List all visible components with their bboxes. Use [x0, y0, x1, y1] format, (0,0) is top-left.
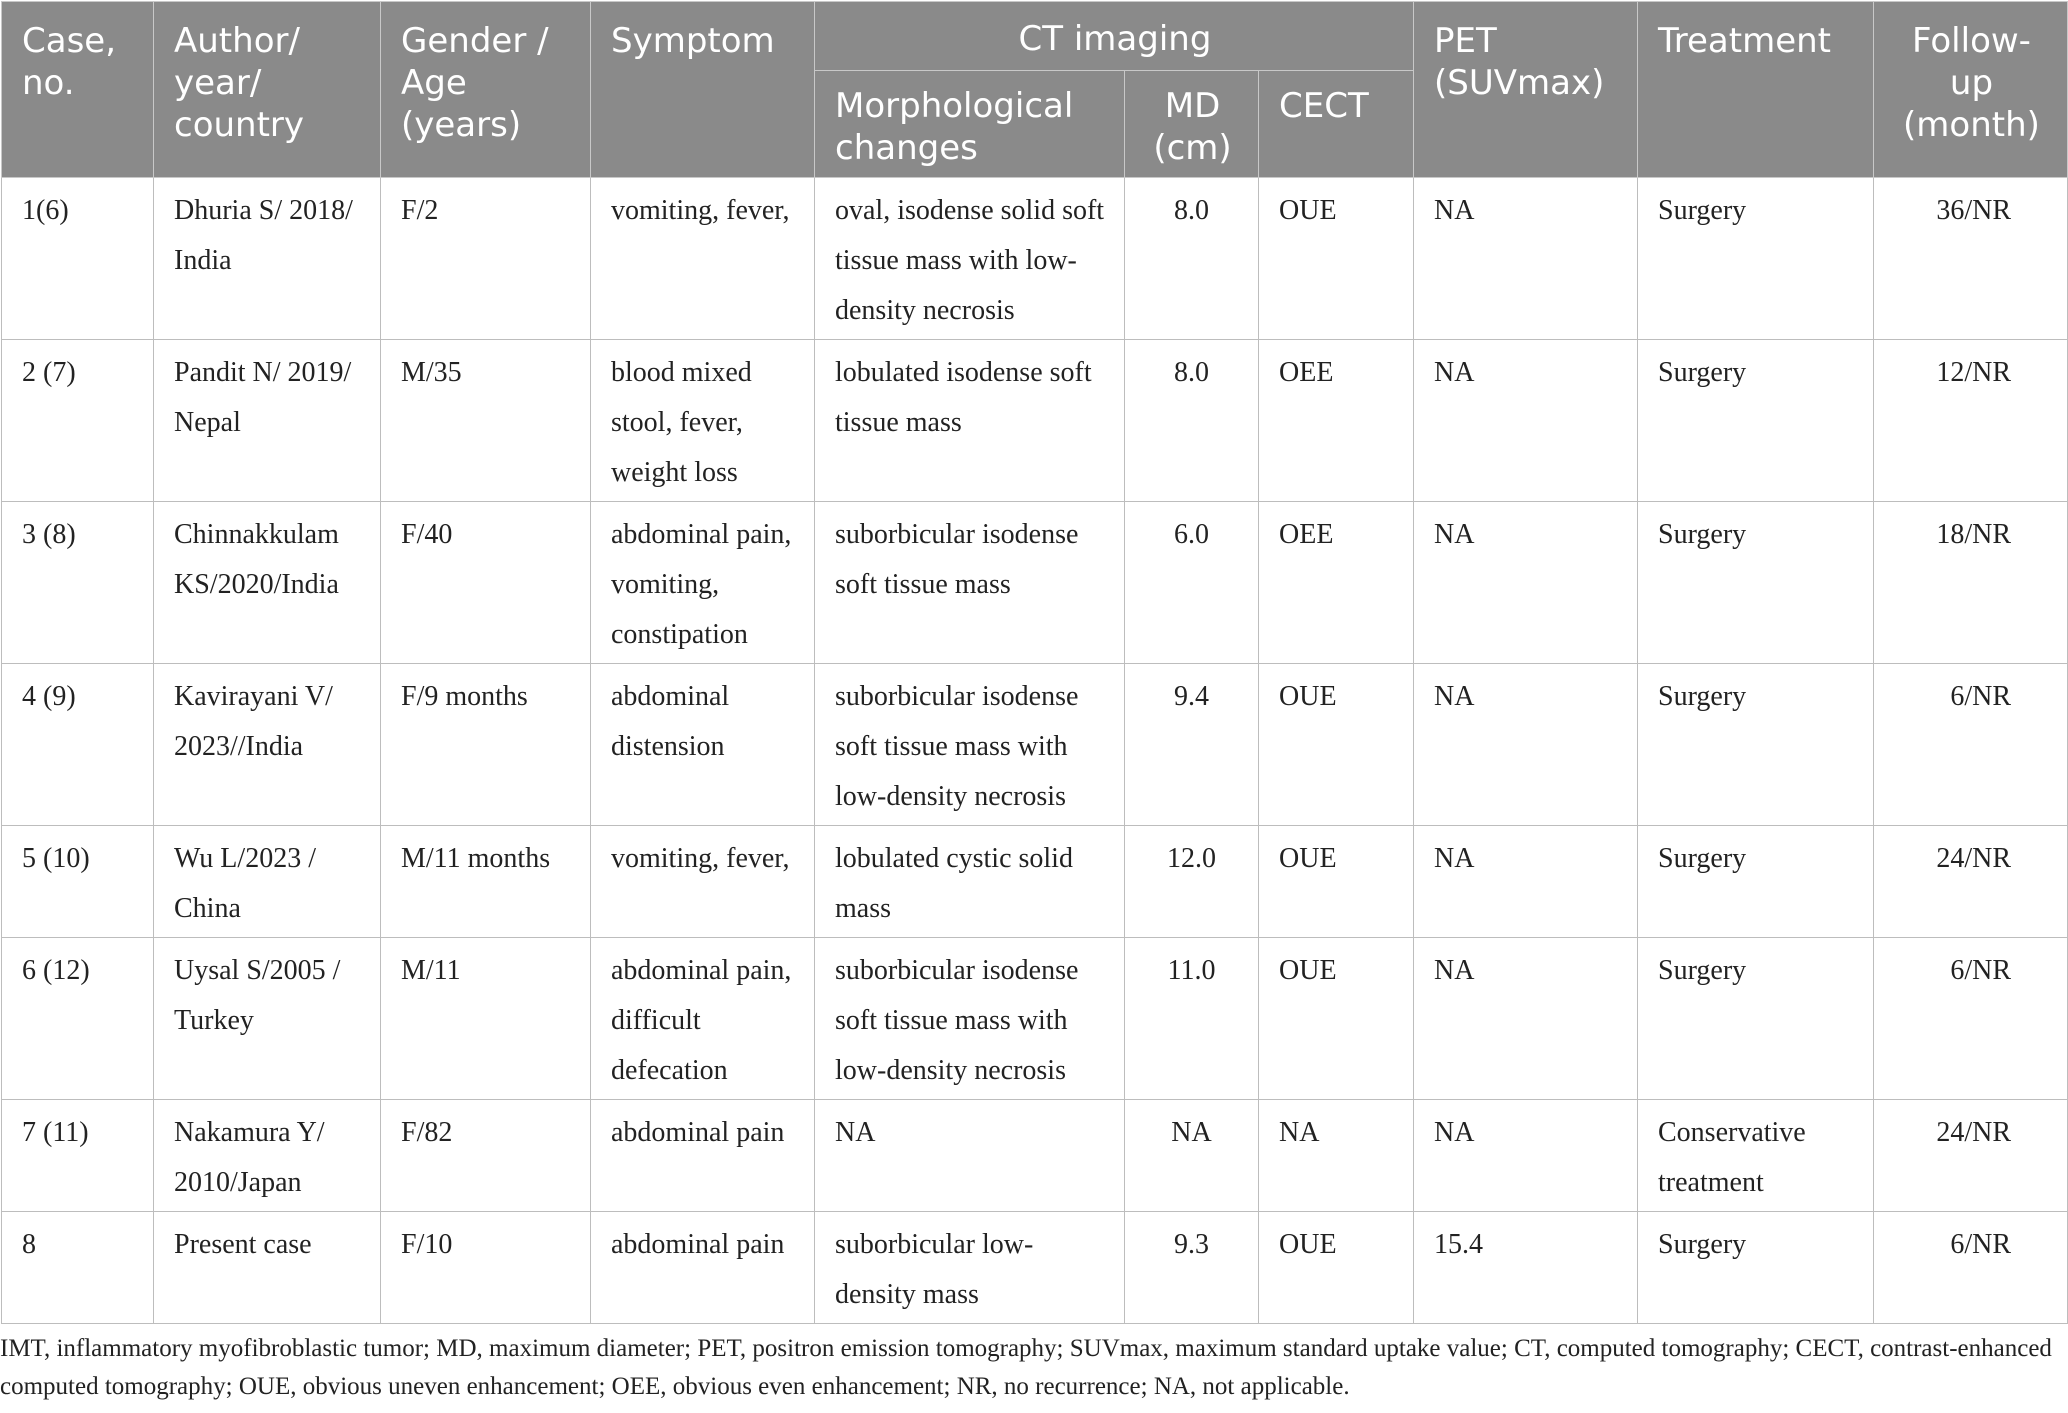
table-footnote: IMT, inflammatory myofibroblastic tumor; MD, maximum diameter; PET, positron emission tomography; SUVmax, maximum standard uptake value; CT, computed tomography; CECT, contrast-enhanced computed tomography; OUE, obvious uneven enhancement; OEE, obvious even enhancement; NR, no recurrence; NA, not applicable. [0, 1335, 2052, 1400]
cell-followup: 18/NR [1874, 502, 2068, 664]
table-body [2, 178, 2068, 1324]
cell-gender-age: F/40 [381, 502, 591, 664]
cell-md: 9.3 [1125, 1212, 1259, 1324]
header-author: Author/ year/ country [154, 2, 381, 178]
cell-md: 9.4 [1125, 664, 1259, 826]
cell-followup: 24/NR [1874, 1100, 2068, 1212]
cell-treatment: Conservative treatment [1638, 1100, 1874, 1212]
table-row [2, 664, 2068, 826]
cell-pet: NA [1414, 340, 1638, 502]
cell-symptom: vomiting, fever, [591, 826, 815, 938]
cell-symptom: vomiting, fever, [591, 178, 815, 340]
cell-pet: NA [1414, 664, 1638, 826]
cell-case: 6 (12) [2, 938, 154, 1100]
table-row [2, 826, 2068, 938]
cell-treatment: Surgery [1638, 938, 1874, 1100]
cell-pet: NA [1414, 1100, 1638, 1212]
header-cect: CECT [1259, 71, 1414, 178]
cell-md: 12.0 [1125, 826, 1259, 938]
cell-treatment: Surgery [1638, 826, 1874, 938]
cell-treatment: Surgery [1638, 664, 1874, 826]
cell-gender-age: M/11 [381, 938, 591, 1100]
cell-treatment: Surgery [1638, 340, 1874, 502]
cell-pet: NA [1414, 938, 1638, 1100]
cell-symptom: blood mixed stool, fever, weight loss [591, 340, 815, 502]
cell-author: Present case [154, 1212, 381, 1324]
cell-cect: NA [1259, 1100, 1414, 1212]
cell-gender-age: F/9 months [381, 664, 591, 826]
cell-cect: OUE [1259, 664, 1414, 826]
case-comparison-table [1, 1, 2068, 1324]
table-row [2, 938, 2068, 1100]
cell-symptom: abdominal pain [591, 1212, 815, 1324]
cell-case: 4 (9) [2, 664, 154, 826]
cell-pet: 15.4 [1414, 1212, 1638, 1324]
cell-gender-age: M/11 months [381, 826, 591, 938]
cell-morphological-changes: suborbicular isodense soft tissue mass with low-density necrosis [815, 664, 1125, 826]
cell-author: Nakamura Y/ 2010/Japan [154, 1100, 381, 1212]
cell-author: Uysal S/2005 / Turkey [154, 938, 381, 1100]
cell-md: 8.0 [1125, 178, 1259, 340]
cell-morphological-changes: suborbicular isodense soft tissue mass with low-density necrosis [815, 938, 1125, 1100]
cell-morphological-changes: lobulated isodense soft tissue mass [815, 340, 1125, 502]
cell-md: NA [1125, 1100, 1259, 1212]
cell-case: 7 (11) [2, 1100, 154, 1212]
header-ct-imaging: CT imaging [815, 2, 1414, 71]
cell-cect: OUE [1259, 938, 1414, 1100]
cell-pet: NA [1414, 502, 1638, 664]
cell-author: Pandit N/ 2019/ Nepal [154, 340, 381, 502]
cell-followup: 36/NR [1874, 178, 2068, 340]
cell-author: Chinnakkulam KS/2020/India [154, 502, 381, 664]
cell-case: 3 (8) [2, 502, 154, 664]
header-gender-age: Gender / Age (years) [381, 2, 591, 178]
header-symptom: Symptom [591, 2, 815, 178]
cell-symptom: abdominal pain, vomiting, constipation [591, 502, 815, 664]
cell-cect: OUE [1259, 178, 1414, 340]
header-followup: Follow-up (month) [1874, 2, 2068, 178]
cell-symptom: abdominal pain, difficult defecation [591, 938, 815, 1100]
cell-author: Kavirayani V/ 2023//India [154, 664, 381, 826]
cell-author: Wu L/2023 / China [154, 826, 381, 938]
cell-case: 1(6) [2, 178, 154, 340]
table-row [2, 1100, 2068, 1212]
table-header [2, 2, 2068, 178]
cell-case: 8 [2, 1212, 154, 1324]
cell-morphological-changes: NA [815, 1100, 1125, 1212]
cell-cect: OEE [1259, 502, 1414, 664]
cell-author: Dhuria S/ 2018/ India [154, 178, 381, 340]
cell-treatment: Surgery [1638, 178, 1874, 340]
cell-gender-age: M/35 [381, 340, 591, 502]
cell-gender-age: F/2 [381, 178, 591, 340]
cell-symptom: abdominal distension [591, 664, 815, 826]
cell-followup: 12/NR [1874, 340, 2068, 502]
cell-cect: OUE [1259, 826, 1414, 938]
cell-pet: NA [1414, 826, 1638, 938]
header-md: MD (cm) [1125, 71, 1259, 178]
cell-pet: NA [1414, 178, 1638, 340]
cell-case: 5 (10) [2, 826, 154, 938]
cell-followup: 6/NR [1874, 1212, 2068, 1324]
cell-treatment: Surgery [1638, 502, 1874, 664]
cell-followup: 6/NR [1874, 664, 2068, 826]
cell-morphological-changes: oval, isodense solid soft tissue mass with low-density necrosis [815, 178, 1125, 340]
cell-followup: 6/NR [1874, 938, 2068, 1100]
cell-gender-age: F/82 [381, 1100, 591, 1212]
cell-morphological-changes: suborbicular isodense soft tissue mass [815, 502, 1125, 664]
cell-symptom: abdominal pain [591, 1100, 815, 1212]
table-row [2, 340, 2068, 502]
cell-case: 2 (7) [2, 340, 154, 502]
header-pet: PET (SUVmax) [1414, 2, 1638, 178]
cell-followup: 24/NR [1874, 826, 2068, 938]
table-row [2, 502, 2068, 664]
header-case: Case, no. [2, 2, 154, 178]
table-row [2, 1212, 2068, 1324]
cell-treatment: Surgery [1638, 1212, 1874, 1324]
cell-md: 11.0 [1125, 938, 1259, 1100]
header-morphological-changes: Morphological changes [815, 71, 1125, 178]
cell-cect: OUE [1259, 1212, 1414, 1324]
header-treatment: Treatment [1638, 2, 1874, 178]
table-row [2, 178, 2068, 340]
cell-morphological-changes: lobulated cystic solid mass [815, 826, 1125, 938]
cell-gender-age: F/10 [381, 1212, 591, 1324]
cell-morphological-changes: suborbicular low-density mass [815, 1212, 1125, 1324]
cell-md: 6.0 [1125, 502, 1259, 664]
cell-cect: OEE [1259, 340, 1414, 502]
cell-md: 8.0 [1125, 340, 1259, 502]
